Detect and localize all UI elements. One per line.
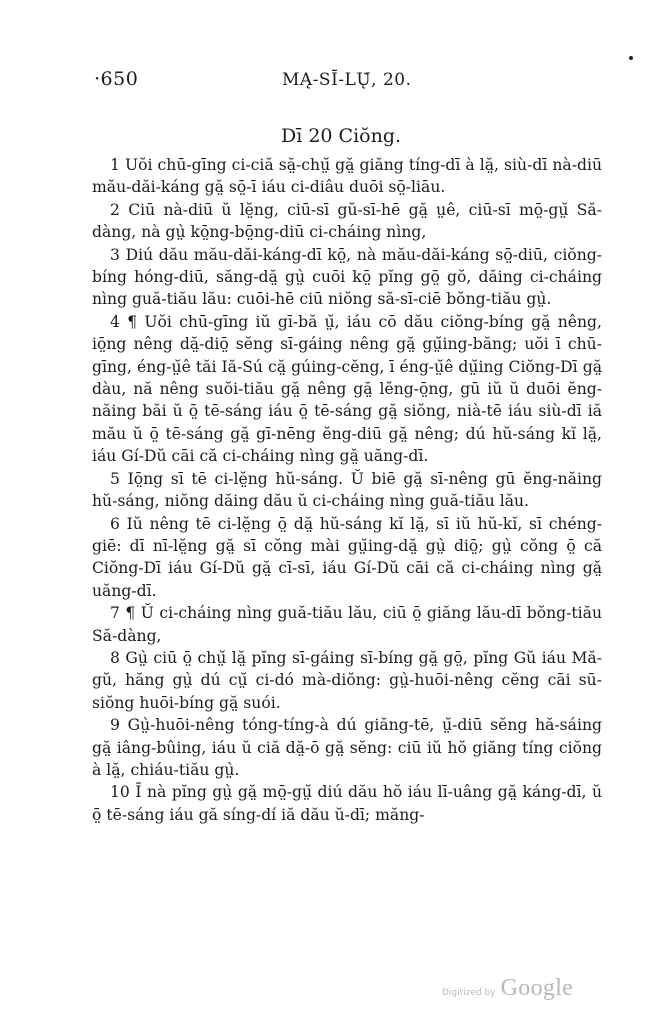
google-watermark xyxy=(442,975,573,1002)
verse-1: 1 Uŏi chū-gīng ci-ciă să̤-chṳ̆ gă̤ giăng tíng-dī à lă̤, siù-dī nà-diū mău-dăi-káng gă̤ sō̤-ī iáu ci-diâu duōi sō̤-liāu. xyxy=(92,156,602,197)
verse-3: 3 Diú dău mău-dăi-káng-dī kō̤, nà mău-dăi-káng sō̤-diū, ciŏng-bíng hóng-diū, săng-dă̤ gṳ̀ cuōi kō̤ pĭng gō̤ gŏ, dăing ci-cháing nìng guă-tiău lău: cuōi-hē ciū niŏng să-sī-ciē bŏng-tiău gṳ̀. xyxy=(92,245,602,309)
ink-speck xyxy=(629,56,633,60)
running-head: MĄ-SĪ-LŲ̆, 20. xyxy=(282,70,412,90)
verse-8: 8 Gṳ̀ ciū ō̤ chṳ̆ lă̤ pĭng sī-gáing sī-bíng gă̤ gō̤, pĭng Gŭ iáu Mă-gŭ, hăng gṳ̀ dú cṳ̆ ci-dó mà-diŏng: gṳ̀-huōi-nêng cĕng cāi sū-siŏng huōi-bíng gă̤ suói. xyxy=(92,648,602,712)
verse-text-block xyxy=(92,154,602,826)
page-number: ·650 xyxy=(94,68,139,90)
verse-9: 9 Gṳ̀-huōi-nêng tóng-tíng-à dú giăng-tē, ṳ̆-diū sĕng hă-sáing gă̤ iâng-bûing, iáu ŭ ciă dă̤-ō gă̤ sĕng: ciū iŭ hŏ giăng tíng ciŏng à lă̤, chiáu-tiău gṳ̀. xyxy=(92,716,602,779)
verse-5: 5 Iō̤ng sī tē ci-lĕ̤ng hŭ-sáng. Ŭ biē gă̤ sī-nêng gū ĕng-năing hŭ-sáng, niŏng dăing dău ŭ ci-cháing nìng guă-tiău lău. xyxy=(92,469,602,511)
chapter-title: Dī 20 Ciŏng. xyxy=(280,125,402,147)
verse-7: 7 ¶ Ŭ ci-cháing nìng guă-tiău lău, ciū ō̤ giăng lău-dī bŏng-tiău Să-dàng, xyxy=(92,604,602,645)
google-logo: Google xyxy=(500,975,574,1001)
verse-6: 6 Iŭ nêng tē ci-lĕ̤ng ō̤ dă̤ hŭ-sáng kĭ lă̤, sī iŭ hŭ-kĭ, sī chéng-giē: dī nī-lĕ̤ng gă̤ sī cŏng mài gṳ̆ing-dă̤ gṳ̀ diō̤; gṳ̀ cŏng ō̤ că Ciŏng-Dī iáu Gí-Dŭ gă̤ cī-sī, iáu Gí-Dŭ cāi că ci-cháing nìng gă̤ uăng-dī. xyxy=(92,514,602,600)
verse-4: 4 ¶ Uŏi chū-gīng iŭ gī-bă ṳ̆, iáu cō dău ciŏng-bíng gă̤ nêng, iō̤ng nêng dă̤-diō̤ sĕng sī-gáing nêng gă̤ gṳ̆ing-băng; uŏi ī chū-gīng, éng-ṳ̆ê tăi Iă-Sú că̤ gúing-cĕng, ī éng-ṳ̆ê dṳ̆ing Ciŏng-Dī gă̤ dàu, nă nêng suŏi-tiău gă̤ nêng gă̤ lĕng-ō̤ng, gū iŭ ŭ duōi ĕng-năing băi ŭ ō̤ tē-sáng iáu ō̤ tē-sáng gă̤ siŏng, nià-tē iáu siù-dī iă mău ŭ ō̤ tē-sáng gă̤ gī-nēng ĕng-diū gă̤ nêng; dú hŭ-sáng kĭ lă̤, iáu Gí-Dŭ cāi că ci-cháing nìng gă̤ uăng-dī. xyxy=(92,312,602,466)
watermark-prefix: Digitized by xyxy=(442,988,496,998)
verse-10: 10 Ī nà pĭng gṳ̀ gă̤ mō̤-gṳ̆ diú dău hŏ iáu lī-uâng gă̤ káng-dī, ŭ ō̤ tē-sáng iáu gă síng-dí iă dău ŭ-dī; măng- xyxy=(92,783,602,824)
verse-2: 2 Ciū nà-diū ŭ lĕ̤ng, ciū-sī gŭ-sī-hē gă̤ ṳê, ciū-sī mō̤-gṳ̆ Să-dàng, nà gṳ̀ kō̤ng-bō̤ng-diū ci-cháing nìng, xyxy=(92,200,602,242)
